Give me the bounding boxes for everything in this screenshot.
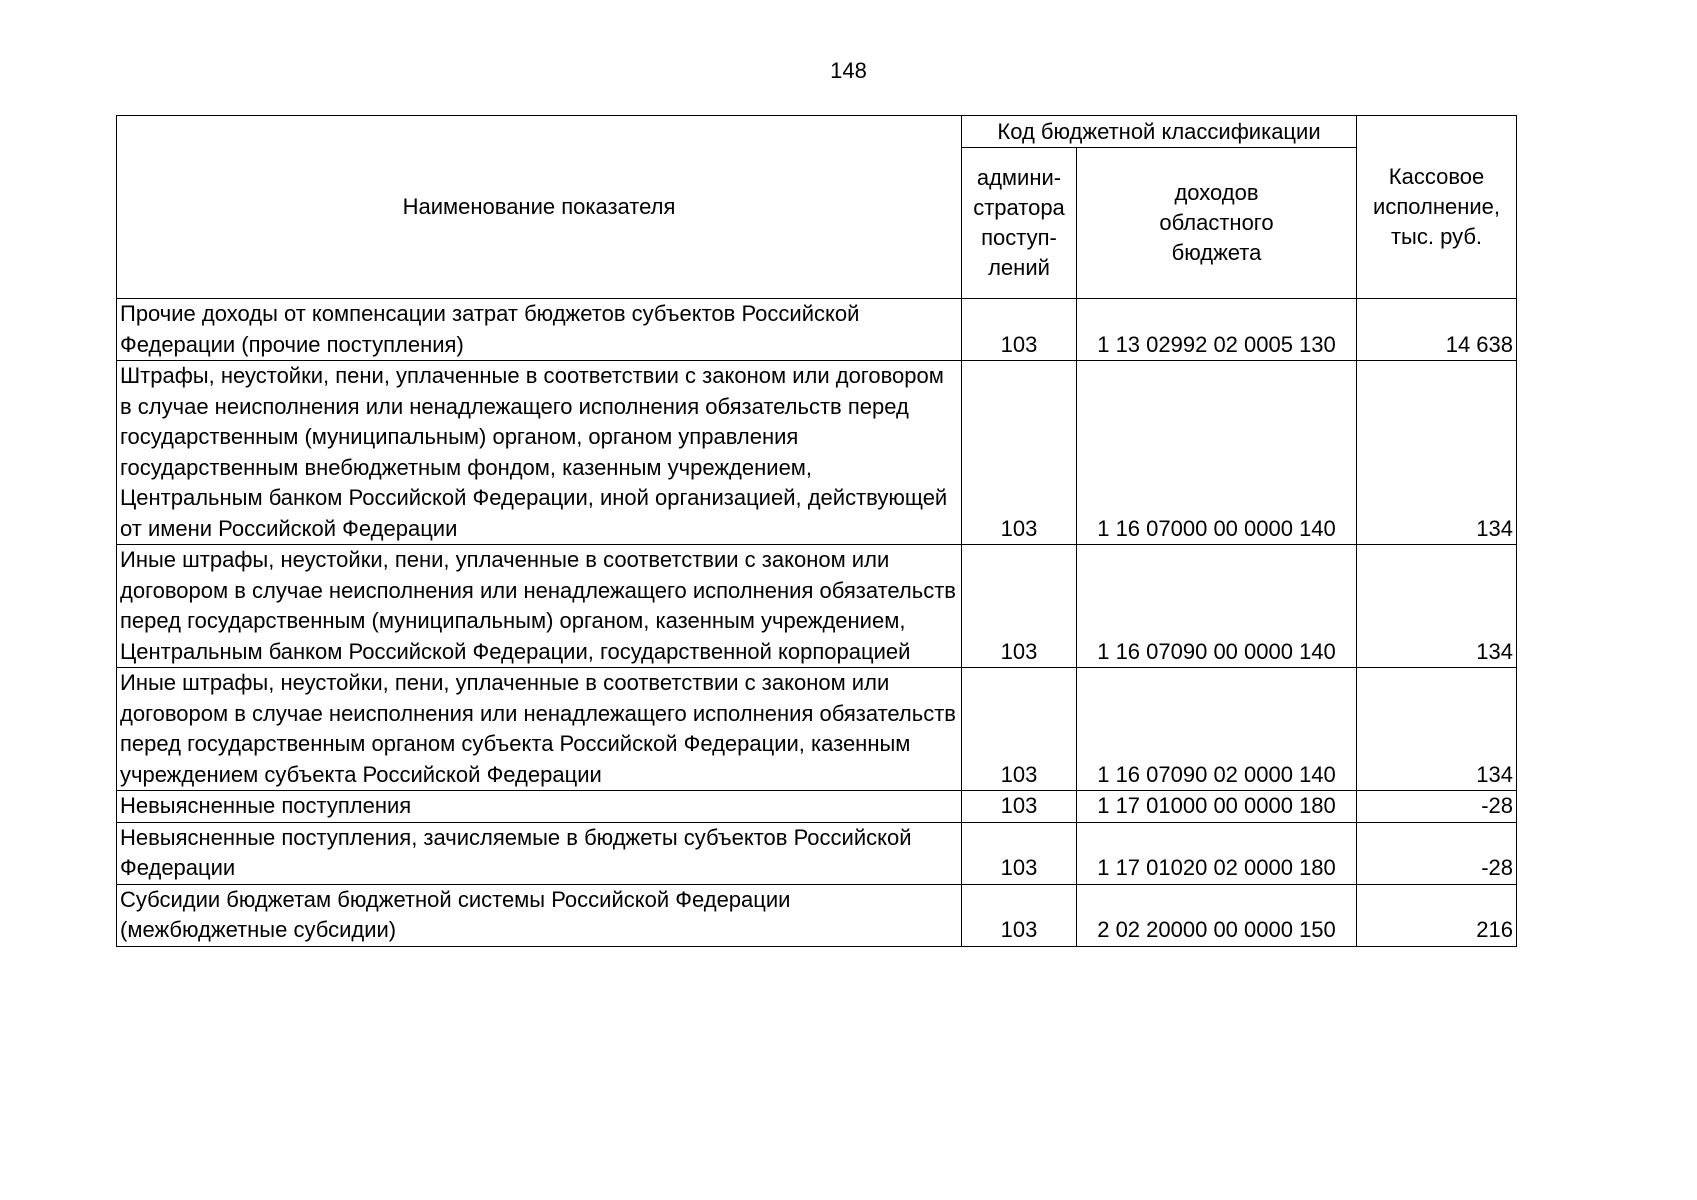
header-classification-code: Код бюджетной классификации [962, 116, 1357, 148]
row-name: Штрафы, неустойки, пени, уплаченные в соответствии с законом или договором в случае неисполнения или ненадлежащего исполнения обязательств перед государственным (муниципальным) органом, органом управления государственным внебюджетным фондом, казенным учреждением, Центральным банком Российской Федерации, иной организацией, действующей от имени Российской Федерации [117, 361, 962, 545]
header-administrator [962, 148, 1077, 299]
row-sum: 134 [1357, 361, 1517, 545]
header-cash-execution [1357, 116, 1517, 299]
row-name: Прочие доходы от компенсации затрат бюджетов субъектов Российской Федерации (прочие поступления) [117, 299, 962, 361]
row-income-code: 1 17 01000 00 0000 180 [1077, 791, 1357, 823]
row-admin-code: 103 [962, 668, 1077, 791]
page-number: 148 [830, 58, 867, 83]
header-administrator-line-2: стратора [973, 195, 1065, 220]
row-income-code: 1 17 01020 02 0000 180 [1077, 822, 1357, 884]
row-name: Иные штрафы, неустойки, пени, уплаченные в соответствии с законом или договором в случае неисполнения или ненадлежащего исполнения обязательств перед государственным органом субъекта Российской Федерации, казенным учреждением субъекта Российской Федерации [117, 668, 962, 791]
header-regional-income-line-2: областного [1159, 210, 1274, 235]
header-cash-execution-line-2: исполнение, [1373, 194, 1500, 219]
row-sum: 14 638 [1357, 299, 1517, 361]
header-regional-income-line-1: доходов [1174, 180, 1259, 205]
table-body [117, 299, 1517, 947]
row-admin-code: 103 [962, 299, 1077, 361]
table-row [117, 299, 1517, 361]
header-cash-execution-line-1: Кассовое [1388, 164, 1485, 189]
row-income-code: 2 02 20000 00 0000 150 [1077, 884, 1357, 946]
row-income-code: 1 16 07090 02 0000 140 [1077, 668, 1357, 791]
header-regional-income-line-3: бюджета [1171, 240, 1262, 265]
row-sum: 134 [1357, 545, 1517, 668]
row-admin-code: 103 [962, 822, 1077, 884]
row-admin-code: 103 [962, 545, 1077, 668]
row-income-code: 1 13 02992 02 0005 130 [1077, 299, 1357, 361]
table-row [117, 668, 1517, 791]
header-regional-income [1077, 148, 1357, 299]
row-admin-code: 103 [962, 884, 1077, 946]
row-name: Невыясненные поступления [117, 791, 962, 823]
table-row [117, 884, 1517, 946]
row-sum: 134 [1357, 668, 1517, 791]
header-cash-execution-line-3: тыс. руб. [1390, 224, 1483, 249]
row-income-code: 1 16 07000 00 0000 140 [1077, 361, 1357, 545]
row-sum: -28 [1357, 822, 1517, 884]
row-name: Субсидии бюджетам бюджетной системы Российской Федерации (межбюджетные субсидии) [117, 884, 962, 946]
budget-table [116, 115, 1517, 947]
header-name: Наименование показателя [117, 116, 962, 299]
row-income-code: 1 16 07090 00 0000 140 [1077, 545, 1357, 668]
row-admin-code: 103 [962, 361, 1077, 545]
row-name: Иные штрафы, неустойки, пени, уплаченные в соответствии с законом или договором в случае неисполнения или ненадлежащего исполнения обязательств перед государственным (муниципальным) органом, казенным учреждением, Центральным банком Российской Федерации, государственной корпорацией [117, 545, 962, 668]
table-row [117, 822, 1517, 884]
table-row [117, 791, 1517, 823]
header-administrator-line-4: лений [988, 255, 1050, 280]
row-sum: -28 [1357, 791, 1517, 823]
header-administrator-line-1: админи- [976, 165, 1062, 190]
row-admin-code: 103 [962, 791, 1077, 823]
header-administrator-line-3: поступ- [981, 225, 1057, 250]
row-sum: 216 [1357, 884, 1517, 946]
table-row [117, 545, 1517, 668]
table-row [117, 361, 1517, 545]
table-header [117, 116, 1517, 299]
row-name: Невыясненные поступления, зачисляемые в бюджеты субъектов Российской Федерации [117, 822, 962, 884]
